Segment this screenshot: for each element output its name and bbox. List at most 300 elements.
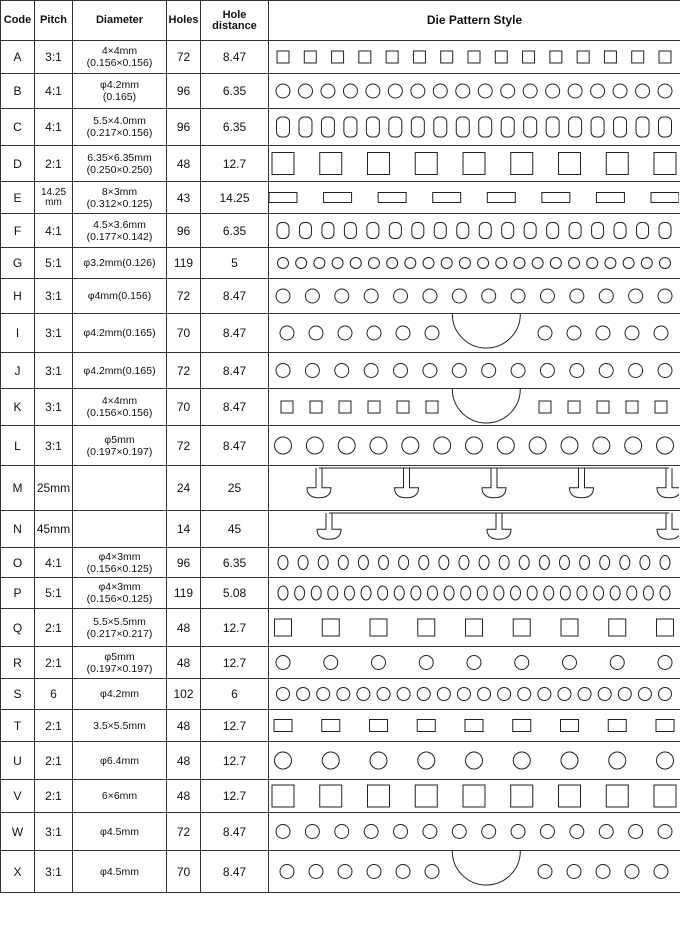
die-hole	[434, 437, 451, 454]
die-hole	[629, 364, 643, 378]
diameter-primary: 5.5×5.5mm	[93, 615, 146, 628]
die-hole	[396, 865, 410, 879]
die-hole	[604, 51, 616, 63]
pitch-cell: 14.25 mm	[35, 182, 73, 214]
die-hole	[609, 619, 626, 636]
die-hole	[280, 865, 294, 879]
diameter-cell	[73, 511, 167, 548]
die-hole	[608, 720, 626, 732]
diameter-secondary: (0.156×0.156)	[86, 57, 153, 69]
diameter-cell	[73, 426, 167, 466]
die-hole	[274, 720, 292, 732]
die-hole	[415, 153, 437, 175]
diameter-primary: φ6.4mm	[100, 754, 139, 767]
die-pattern-square	[269, 609, 679, 646]
diameter-cell	[73, 109, 167, 146]
code-cell: Q	[1, 609, 35, 647]
die-hole	[511, 289, 525, 303]
die-hole	[558, 688, 571, 701]
die-hole	[466, 619, 483, 636]
die-hole	[305, 289, 319, 303]
die-hole	[456, 84, 470, 98]
table-row	[1, 578, 680, 609]
diameter-cell	[73, 314, 167, 353]
die-hole	[495, 51, 507, 63]
die-hole	[281, 401, 293, 413]
pattern-cell	[269, 41, 680, 74]
header-diameter: Diameter	[73, 1, 167, 41]
die-hole	[658, 364, 672, 378]
diameter-cell	[73, 578, 167, 609]
die-hole	[613, 84, 627, 98]
die-hole	[361, 586, 371, 600]
table-row	[1, 609, 680, 647]
diameter-primary: φ4.2mm(0.165)	[83, 327, 156, 339]
diameter-primary: φ4mm(0.156)	[87, 290, 152, 302]
die-hole	[417, 720, 435, 732]
die-hole	[466, 437, 483, 454]
pitch-cell: 45mm	[35, 511, 73, 548]
die-hole	[344, 117, 357, 137]
die-hole	[378, 193, 406, 203]
table-row	[1, 466, 680, 511]
die-hole	[370, 720, 388, 732]
die-pattern-circle	[269, 74, 679, 108]
table-row	[1, 679, 680, 710]
die-pattern-oval	[269, 578, 679, 608]
die-hole	[638, 688, 651, 701]
die-hole	[550, 258, 561, 269]
die-hole	[542, 193, 570, 203]
die-hole	[296, 258, 307, 269]
die-hole	[372, 656, 386, 670]
die-hole	[415, 785, 437, 807]
die-hole	[593, 437, 610, 454]
die-hole	[419, 556, 429, 570]
die-hole	[501, 84, 515, 98]
die-hole	[452, 825, 466, 839]
die-hole	[614, 223, 626, 239]
diameter-cell	[73, 710, 167, 742]
diameter-primary: φ4×3mm	[98, 581, 141, 593]
die-hole	[546, 117, 559, 137]
die-hole	[452, 364, 466, 378]
die-hole	[370, 752, 387, 769]
pitch-cell: 5:1	[35, 248, 73, 279]
die-hole	[299, 117, 312, 137]
holes-cell: 96	[167, 548, 201, 578]
pitch-cell: 3:1	[35, 813, 73, 851]
die-pattern-rounded-rect	[269, 214, 679, 247]
die-hole	[478, 258, 489, 269]
die-hole	[654, 865, 668, 879]
die-hole	[423, 289, 437, 303]
pitch-cell: 3:1	[35, 851, 73, 893]
die-hole	[610, 586, 620, 600]
diameter-secondary: (0.156×0.125)	[86, 562, 153, 575]
die-pattern-square-notch	[269, 389, 679, 425]
diameter-primary: 3.5×5.5mm	[93, 719, 146, 732]
die-notch	[452, 389, 520, 423]
die-hole	[358, 556, 368, 570]
die-hole	[577, 51, 589, 63]
die-hole	[559, 556, 569, 570]
pattern-cell	[269, 248, 680, 279]
die-hole	[324, 193, 352, 203]
die-hole	[275, 619, 292, 636]
holes-cell: 48	[167, 146, 201, 182]
hole-distance-cell: 45	[201, 511, 269, 548]
pattern-cell	[269, 511, 680, 548]
die-hole	[569, 117, 582, 137]
die-hole	[394, 586, 404, 600]
die-hole	[479, 117, 492, 137]
die-hole	[540, 364, 554, 378]
die-hole	[657, 619, 674, 636]
holes-cell: 70	[167, 851, 201, 893]
die-hole	[306, 437, 323, 454]
die-hole	[335, 825, 349, 839]
diameter-secondary: (0.217×0.217)	[86, 627, 153, 640]
diameter-primary: 4×4mm	[101, 395, 138, 407]
die-hole	[618, 688, 631, 701]
diameter-cell	[73, 389, 167, 426]
hole-distance-cell: 5	[201, 248, 269, 279]
die-hole	[437, 688, 450, 701]
diameter-cell	[73, 182, 167, 214]
die-hook	[487, 513, 511, 539]
die-hole	[518, 688, 531, 701]
diameter-primary: 5.5×4.0mm	[93, 115, 146, 127]
die-hole	[317, 688, 330, 701]
hole-distance-cell: 12.7	[201, 742, 269, 780]
die-hole	[339, 401, 351, 413]
die-hole	[463, 785, 485, 807]
hole-distance-cell: 12.7	[201, 647, 269, 679]
table-row	[1, 813, 680, 851]
hole-distance-cell: 6	[201, 679, 269, 710]
die-hole	[338, 556, 348, 570]
die-hole	[321, 84, 335, 98]
die-hole	[651, 193, 679, 203]
die-hole	[423, 364, 437, 378]
table-row	[1, 353, 680, 389]
die-hole	[547, 223, 559, 239]
holes-cell: 43	[167, 182, 201, 214]
die-hole	[272, 153, 294, 175]
die-hole	[569, 258, 580, 269]
die-hole	[368, 258, 379, 269]
pattern-cell	[269, 109, 680, 146]
die-hole	[411, 117, 424, 137]
die-hook	[482, 468, 506, 498]
diameter-cell	[73, 146, 167, 182]
pattern-cell	[269, 710, 680, 742]
die-pattern-square	[269, 41, 679, 73]
pitch-cell: 4:1	[35, 548, 73, 578]
die-pattern-wide-rect	[269, 710, 679, 741]
die-hole	[320, 153, 342, 175]
die-pattern-circle	[269, 353, 679, 388]
die-hole	[546, 84, 560, 98]
die-hole	[659, 688, 672, 701]
die-hole	[439, 556, 449, 570]
die-hole	[459, 258, 470, 269]
pattern-cell	[269, 214, 680, 248]
die-hole	[394, 289, 408, 303]
diameter-primary: φ4.2mm	[100, 688, 139, 700]
die-hole	[561, 619, 578, 636]
die-pattern-wide-rect	[269, 182, 679, 213]
diameter-cell	[73, 248, 167, 279]
code-cell: J	[1, 353, 35, 389]
die-hole	[322, 619, 339, 636]
die-hole	[298, 556, 308, 570]
die-hole	[599, 364, 613, 378]
die-hole	[567, 865, 581, 879]
die-hole	[364, 364, 378, 378]
pitch-cell: 2:1	[35, 146, 73, 182]
die-hole	[561, 437, 578, 454]
pattern-cell	[269, 609, 680, 647]
die-hole	[606, 785, 628, 807]
table-row	[1, 182, 680, 214]
table-row	[1, 742, 680, 780]
die-hole	[513, 720, 531, 732]
die-hole	[433, 84, 447, 98]
die-hole	[513, 752, 530, 769]
die-hole	[276, 364, 290, 378]
die-hole	[418, 619, 435, 636]
pattern-cell	[269, 679, 680, 710]
diameter-primary: 8×3mm	[101, 185, 138, 198]
die-hole	[654, 153, 676, 175]
die-hole	[502, 223, 514, 239]
die-hole	[322, 752, 339, 769]
diameter-cell	[73, 548, 167, 578]
code-cell: H	[1, 279, 35, 314]
die-hole	[309, 326, 323, 340]
die-hole	[524, 223, 536, 239]
die-hole	[427, 586, 437, 600]
die-hole	[482, 289, 496, 303]
die-pattern-circle	[269, 647, 679, 678]
die-hole	[314, 258, 325, 269]
code-cell: E	[1, 182, 35, 214]
diameter-secondary: (0.250×0.250)	[86, 163, 153, 176]
hole-distance-cell: 8.47	[201, 813, 269, 851]
die-hole	[366, 117, 379, 137]
diameter-primary: φ4.5mm	[100, 825, 139, 838]
die-hole	[623, 258, 634, 269]
die-hole	[501, 117, 514, 137]
die-pattern-rounded-rect	[269, 109, 679, 145]
die-hook	[570, 468, 594, 498]
die-hole	[487, 193, 515, 203]
code-cell: L	[1, 426, 35, 466]
code-cell: C	[1, 109, 35, 146]
die-hole	[423, 825, 437, 839]
hole-distance-cell: 6.35	[201, 214, 269, 248]
die-hole	[272, 785, 294, 807]
hole-distance-cell: 8.47	[201, 314, 269, 353]
die-hole	[280, 326, 294, 340]
diameter-primary: φ4×3mm	[98, 550, 141, 563]
holes-cell: 48	[167, 710, 201, 742]
pitch-cell: 2:1	[35, 742, 73, 780]
die-hole	[343, 84, 357, 98]
hole-distance-cell: 14.25	[201, 182, 269, 214]
pitch-cell: 4:1	[35, 214, 73, 248]
die-pattern-circle	[269, 742, 679, 779]
hole-distance-cell: 8.47	[201, 353, 269, 389]
diameter-secondary: (0.197×0.197)	[86, 662, 153, 675]
diameter-secondary: (0.197×0.197)	[86, 445, 153, 458]
code-cell: M	[1, 466, 35, 511]
diameter-primary: 6.35×6.35mm	[87, 151, 152, 164]
die-hole	[569, 223, 581, 239]
die-hole	[298, 84, 312, 98]
die-hole	[513, 619, 530, 636]
die-hole	[344, 586, 354, 600]
holes-cell: 72	[167, 813, 201, 851]
die-hole	[357, 688, 370, 701]
die-hole	[305, 825, 319, 839]
hole-distance-cell: 8.47	[201, 851, 269, 893]
table-row	[1, 74, 680, 109]
pattern-cell	[269, 426, 680, 466]
holes-cell: 96	[167, 214, 201, 248]
header-hole-distance	[201, 1, 269, 41]
die-hole	[396, 326, 410, 340]
code-cell: O	[1, 548, 35, 578]
die-hole	[468, 51, 480, 63]
die-hole	[498, 688, 511, 701]
holes-cell: 96	[167, 109, 201, 146]
code-cell: K	[1, 389, 35, 426]
pattern-cell	[269, 813, 680, 851]
die-hole	[297, 688, 310, 701]
diameter-primary: φ5mm	[104, 650, 135, 663]
die-hole	[570, 825, 584, 839]
holes-cell: 48	[167, 742, 201, 780]
die-hole	[524, 117, 537, 137]
die-hole	[643, 586, 653, 600]
die-hole	[563, 656, 577, 670]
holes-cell: 72	[167, 41, 201, 74]
die-hole	[497, 437, 514, 454]
table-row	[1, 710, 680, 742]
die-hole	[335, 364, 349, 378]
die-hole	[278, 258, 289, 269]
die-hole	[660, 258, 671, 269]
die-hole	[599, 289, 613, 303]
pitch-cell: 2:1	[35, 609, 73, 647]
die-hole	[605, 258, 616, 269]
die-hole	[321, 117, 334, 137]
die-hook	[395, 468, 419, 498]
hole-distance-cell: 12.7	[201, 609, 269, 647]
die-hole	[482, 364, 496, 378]
die-hole	[322, 223, 334, 239]
table-row	[1, 41, 680, 74]
die-hole	[463, 153, 485, 175]
die-hook	[307, 468, 331, 498]
hole-distance-cell: 8.47	[201, 426, 269, 466]
die-hole	[368, 153, 390, 175]
die-hole	[511, 785, 533, 807]
die-hole	[477, 586, 487, 600]
holes-cell: 72	[167, 426, 201, 466]
die-hole	[397, 688, 410, 701]
die-hole	[515, 656, 529, 670]
die-hole	[609, 752, 626, 769]
die-hole	[568, 401, 580, 413]
die-hole	[310, 401, 322, 413]
hole-distance-cell: 8.47	[201, 279, 269, 314]
die-hole	[544, 586, 554, 600]
pitch-cell: 3:1	[35, 314, 73, 353]
die-hole	[654, 326, 668, 340]
holes-cell: 70	[167, 314, 201, 353]
die-hook	[317, 513, 341, 539]
diameter-cell	[73, 466, 167, 511]
die-pattern-circle	[269, 279, 679, 313]
diameter-primary: φ4.2mm(0.165)	[83, 364, 156, 377]
die-hole	[629, 289, 643, 303]
die-hole	[523, 51, 535, 63]
die-hole	[364, 289, 378, 303]
die-hole	[320, 785, 342, 807]
die-hole	[338, 326, 352, 340]
diameter-primary: φ5mm	[104, 433, 135, 446]
die-hole	[275, 752, 292, 769]
die-hole	[637, 223, 649, 239]
die-hole	[379, 556, 389, 570]
die-hole	[412, 223, 424, 239]
pitch-cell: 3:1	[35, 279, 73, 314]
code-cell: R	[1, 647, 35, 679]
die-hole	[657, 437, 674, 454]
header-row	[1, 1, 680, 41]
die-hole	[433, 193, 461, 203]
die-hole	[636, 84, 650, 98]
die-hole	[368, 401, 380, 413]
diameter-cell	[73, 353, 167, 389]
die-hole	[337, 688, 350, 701]
die-hole	[592, 223, 604, 239]
die-hole	[278, 586, 288, 600]
die-notch	[452, 851, 520, 885]
holes-cell: 119	[167, 578, 201, 609]
die-hole	[332, 51, 344, 63]
diameter-secondary: (0.156×0.125)	[86, 593, 153, 605]
die-hole	[478, 84, 492, 98]
die-hole	[413, 51, 425, 63]
die-hole	[295, 586, 305, 600]
pattern-cell	[269, 578, 680, 609]
diameter-primary: 4×4mm	[101, 45, 138, 57]
pitch-cell: 2:1	[35, 710, 73, 742]
die-hole	[397, 401, 409, 413]
die-hole	[625, 437, 642, 454]
diameter-primary: φ3.2mm(0.126)	[83, 257, 156, 269]
code-cell: W	[1, 813, 35, 851]
die-hole	[580, 556, 590, 570]
holes-cell: 96	[167, 74, 201, 109]
diameter-secondary: (0.217×0.156)	[86, 127, 153, 139]
die-hole	[577, 586, 587, 600]
